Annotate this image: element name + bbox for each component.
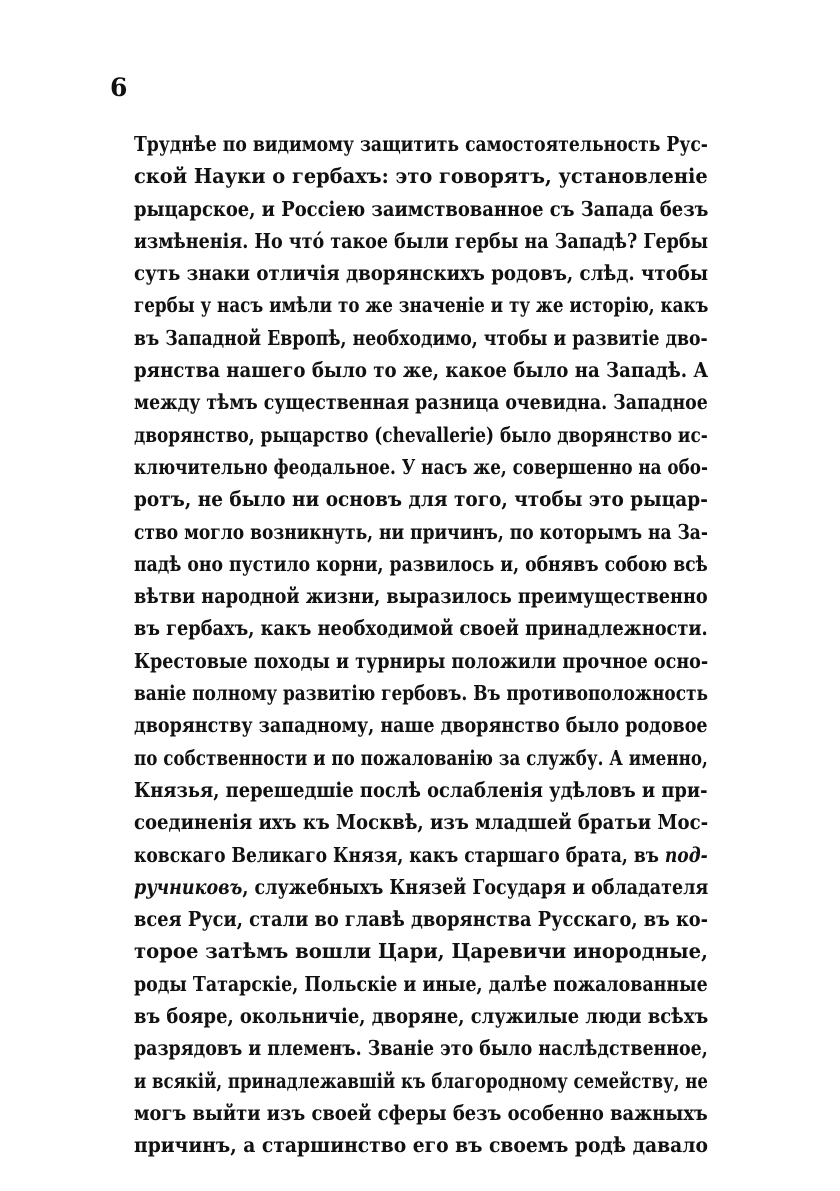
text-line-23-start: ковскаго Великаго Князя, какъ старшаго брата, въ [134, 842, 665, 867]
text-line-19: дворянству западному, наше дворянство было родовое [134, 713, 708, 738]
text-line-22: соединенія ихъ къ Москвѣ, изъ младшей братьи Мос- [134, 810, 708, 835]
text-line-3: рыцарское, и Россіею заимствованное съ Запада безъ [134, 196, 708, 221]
text-line-17: Крестовые походы и турниры положили прочное осно- [134, 648, 708, 673]
text-line-1: Труднѣе по видимому защитить самостоятельность Рус- [134, 132, 708, 156]
text-line-23-italic: под- [664, 842, 708, 867]
text-line-29: разрядовъ и племенъ. Званіе это было наслѣдственное, [134, 1036, 708, 1061]
text-line-31: могъ выйти изъ своей сферы безъ особенно важныхъ [134, 1100, 708, 1125]
text-line-26: торое затѣмъ вошли Цари, Царевичи инородные, [134, 939, 708, 964]
page-number: 6 [110, 73, 128, 102]
text-line-13: ство могло возникнуть, ни причинъ, по которымъ на За- [134, 519, 708, 544]
text-line-30: и всякій, принадлежавшій къ благородному семейству, не [134, 1068, 708, 1093]
text-line-24 [134, 871, 708, 903]
text-line-16: въ гербахъ, какъ необходимой своей принадлежности. [134, 616, 708, 641]
text-line-9: между тѣмъ существенная разница очевидна. Западное [134, 390, 708, 415]
text-line-5: суть знаки отличія дворянскихъ родовъ, слѣд. чтобы [134, 261, 709, 286]
text-line-14: падѣ оно пустило корни, развилось и, обнявъ собою всѣ [134, 551, 708, 576]
text-line-12: ротъ, не было ни основъ для того, чтобы это рыцар- [134, 487, 708, 512]
body-text [134, 128, 708, 1162]
text-line-27: роды Татарскіе, Польскіе и иные, далѣе пожалованные [134, 971, 708, 996]
text-line-18: ваніе полному развитію гербовъ. Въ противоположность [134, 681, 709, 706]
text-line-24-italic: ручниковъ [134, 874, 243, 899]
text-line-21: Князья, перешедшіе послѣ ослабленія удѣловъ и при- [134, 777, 708, 802]
text-line-28: въ бояре, окольничіе, дворяне, служилые люди всѣхъ [134, 1004, 709, 1029]
text-line-11: ключительно феодальное. У насъ же, совершенно на обо- [134, 454, 708, 479]
text-line-10: дворянство, рыцарство (chevallerie) было дворянство ис- [134, 422, 708, 447]
text-line-20: по собственности и по пожалованію за службу. А именно, [134, 745, 708, 770]
text-line-2: ской Науки о гербахъ: это говорятъ, установленіе [134, 164, 708, 189]
text-line-23 [134, 839, 708, 871]
text-line-4: измѣненія. Но чтó такое были гербы на Западѣ? Гербы [134, 228, 708, 253]
text-line-6: гербы у насъ имѣли то же значеніе и ту же исторію, какъ [134, 293, 709, 318]
text-line-24-rest: , служебныхъ Князей Государя и обладателя [242, 874, 709, 899]
text-line-32: причинъ, а старшинство его въ своемъ родѣ давало [134, 1133, 708, 1158]
text-line-8: рянства нашего было то же, какое было на Западѣ. А [134, 358, 708, 383]
text-line-7: въ Западной Европѣ, необходимо, чтобы и развитіе дво- [134, 325, 708, 350]
text-line-15: вѣтви народной жизни, выразилось преимущественно [134, 584, 708, 609]
text-line-25: всея Руси, стали во главѣ дворянства Русскаго, въ ко- [134, 907, 709, 932]
